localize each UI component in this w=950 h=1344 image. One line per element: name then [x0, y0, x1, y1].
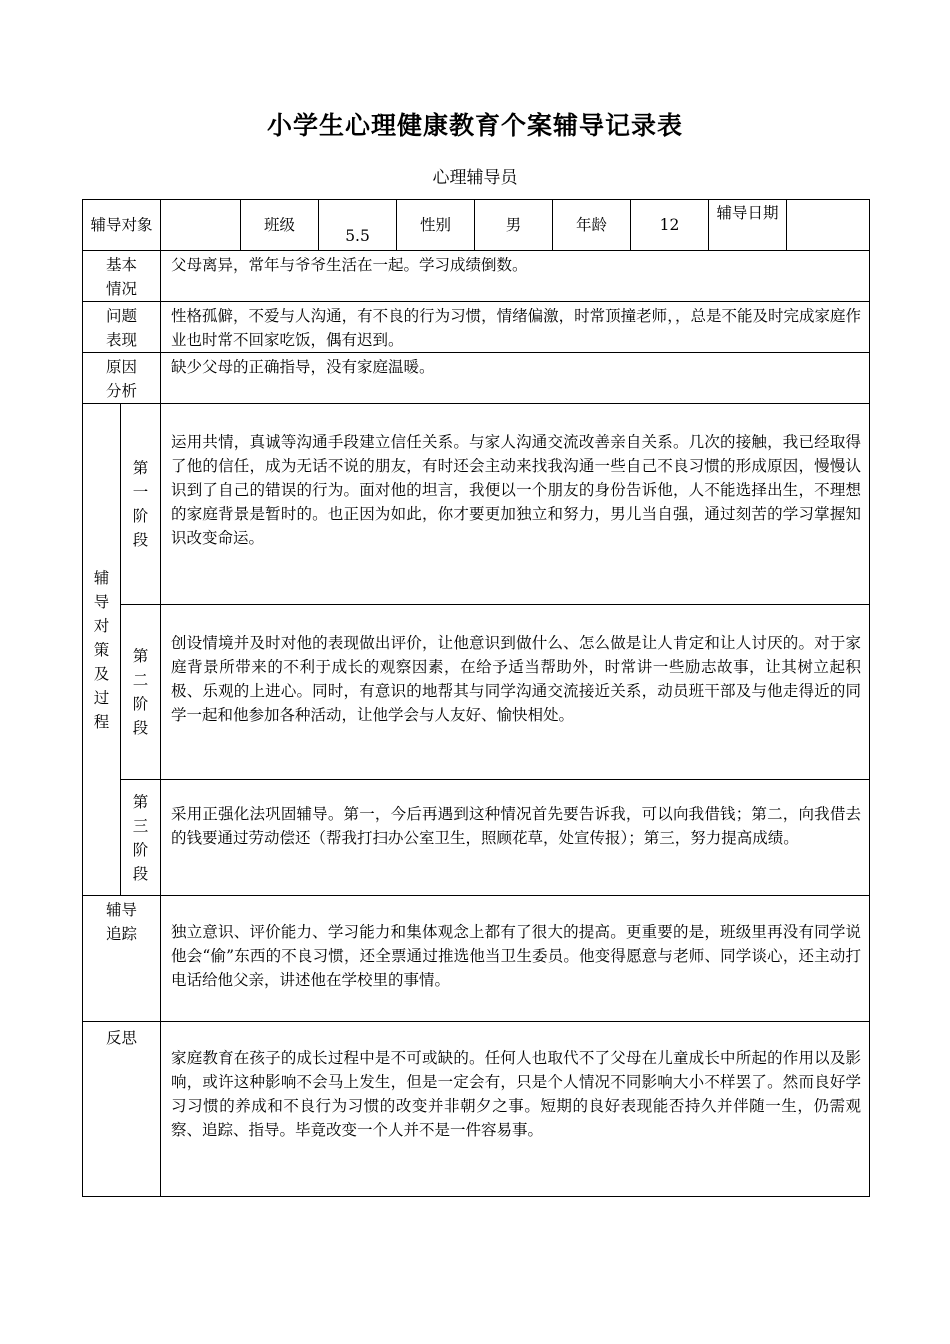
cause-text: 缺少父母的正确指导，没有家庭温暖。 [161, 353, 870, 404]
counselor-label: 心理辅导员 [432, 168, 518, 188]
class-label: 班级 [241, 200, 319, 251]
stage-3-label: 第三阶段 [121, 780, 161, 896]
gender-label: 性别 [397, 200, 475, 251]
stage-1-text: 运用共情，真诚等沟通手段建立信任关系。与家人沟通交流改善亲自关系。几次的接触，我已经取得了他的信任，成为无话不说的朋友，有时还会主动来找我沟通一些自己不良习惯的形成原因，慢慢认识到了自己的错误的行为。面对他的坦言，我便以一个朋友的身份告诉他，人不能选择出生，不理想的家庭背景是暂时的。也正因为如此，你才要更加独立和努力，男儿当自强，通过刻苦的学习掌握知识改变命运。 [161, 404, 870, 605]
page-title: 小学生心理健康教育个案辅导记录表 [266, 111, 683, 140]
problem-text: 性格孤僻，不爱与人沟通，有不良的行为习惯，情绪偏激，时常顶撞老师，，总是不能及时完成家庭作业也时常不回家吃饭，偶有迟到。 [161, 302, 870, 353]
stage-1-label: 第一阶段 [121, 404, 161, 605]
age-value: 12 [631, 200, 709, 251]
cause-row [83, 353, 870, 404]
reflection-text: 家庭教育在孩子的成长过程中是不可或缺的。任何人也取代不了父母在儿童成长中所起的作用以及影响，或许这种影响不会马上发生，但是一定会有，只是个人情况不同影响大小不样罢了。然而良好学习习惯的养成和不良行为习惯的改变并非朝夕之事。短期的良好表现能否持久并伴随一生，仍需观察、追踪、指导。毕竟改变一个人并不是一件容易事。 [161, 1022, 870, 1197]
stage-3-text: 采用正强化法巩固辅导。第一，今后再遇到这种情况首先要告诉我，可以向我借钱；第二，向我借去的钱要通过劳动偿还（帮我打扫办公室卫生，照顾花草，处宣传报）；第三，努力提高成绩。 [161, 780, 870, 896]
subject-label: 辅导对象 [83, 200, 161, 251]
basic-label: 基本情况 [83, 251, 161, 302]
gender-value: 男 [475, 200, 553, 251]
reflection-row [83, 1022, 870, 1197]
subject-value [161, 200, 241, 251]
cause-label: 原因分析 [83, 353, 161, 404]
stage-2-label: 第二阶段 [121, 605, 161, 780]
date-value [787, 200, 870, 251]
tracking-label: 辅导追踪 [83, 896, 161, 1022]
basic-row [83, 251, 870, 302]
stage-row-1 [83, 404, 870, 605]
stage-row-2 [83, 605, 870, 780]
problem-row [83, 302, 870, 353]
age-label: 年龄 [553, 200, 631, 251]
header-row [83, 200, 870, 251]
process-label: 辅导对策及过程 [83, 404, 121, 896]
basic-text: 父母离异，常年与爷爷生活在一起。学习成绩倒数。 [161, 251, 870, 302]
reflection-label: 反思 [83, 1022, 161, 1197]
problem-label: 问题表现 [83, 302, 161, 353]
stage-row-3 [83, 780, 870, 896]
class-value: 5.5 [319, 200, 397, 251]
record-table [82, 199, 870, 1197]
stage-2-text: 创设情境并及时对他的表现做出评价，让他意识到做什么、怎么做是让人肯定和让人讨厌的。对于家庭背景所带来的不利于成长的观察因素，在给予适当帮助外，时常讲一些励志故事，让其树立起积极、乐观的上进心。同时，有意识的地帮其与同学沟通交流接近关系，动员班干部及与他走得近的同学一起和他参加各种活动，让他学会与人友好、愉快相处。 [161, 605, 870, 780]
date-label: 辅导日期 [709, 200, 787, 251]
tracking-row [83, 896, 870, 1022]
tracking-text: 独立意识、评价能力、学习能力和集体观念上都有了很大的提高。更重要的是，班级里再没有同学说他会“偷”东西的不良习惯，还全票通过推选他当卫生委员。他变得愿意与老师、同学谈心，还主动打电话给他父亲，讲述他在学校里的事情。 [161, 896, 870, 1022]
